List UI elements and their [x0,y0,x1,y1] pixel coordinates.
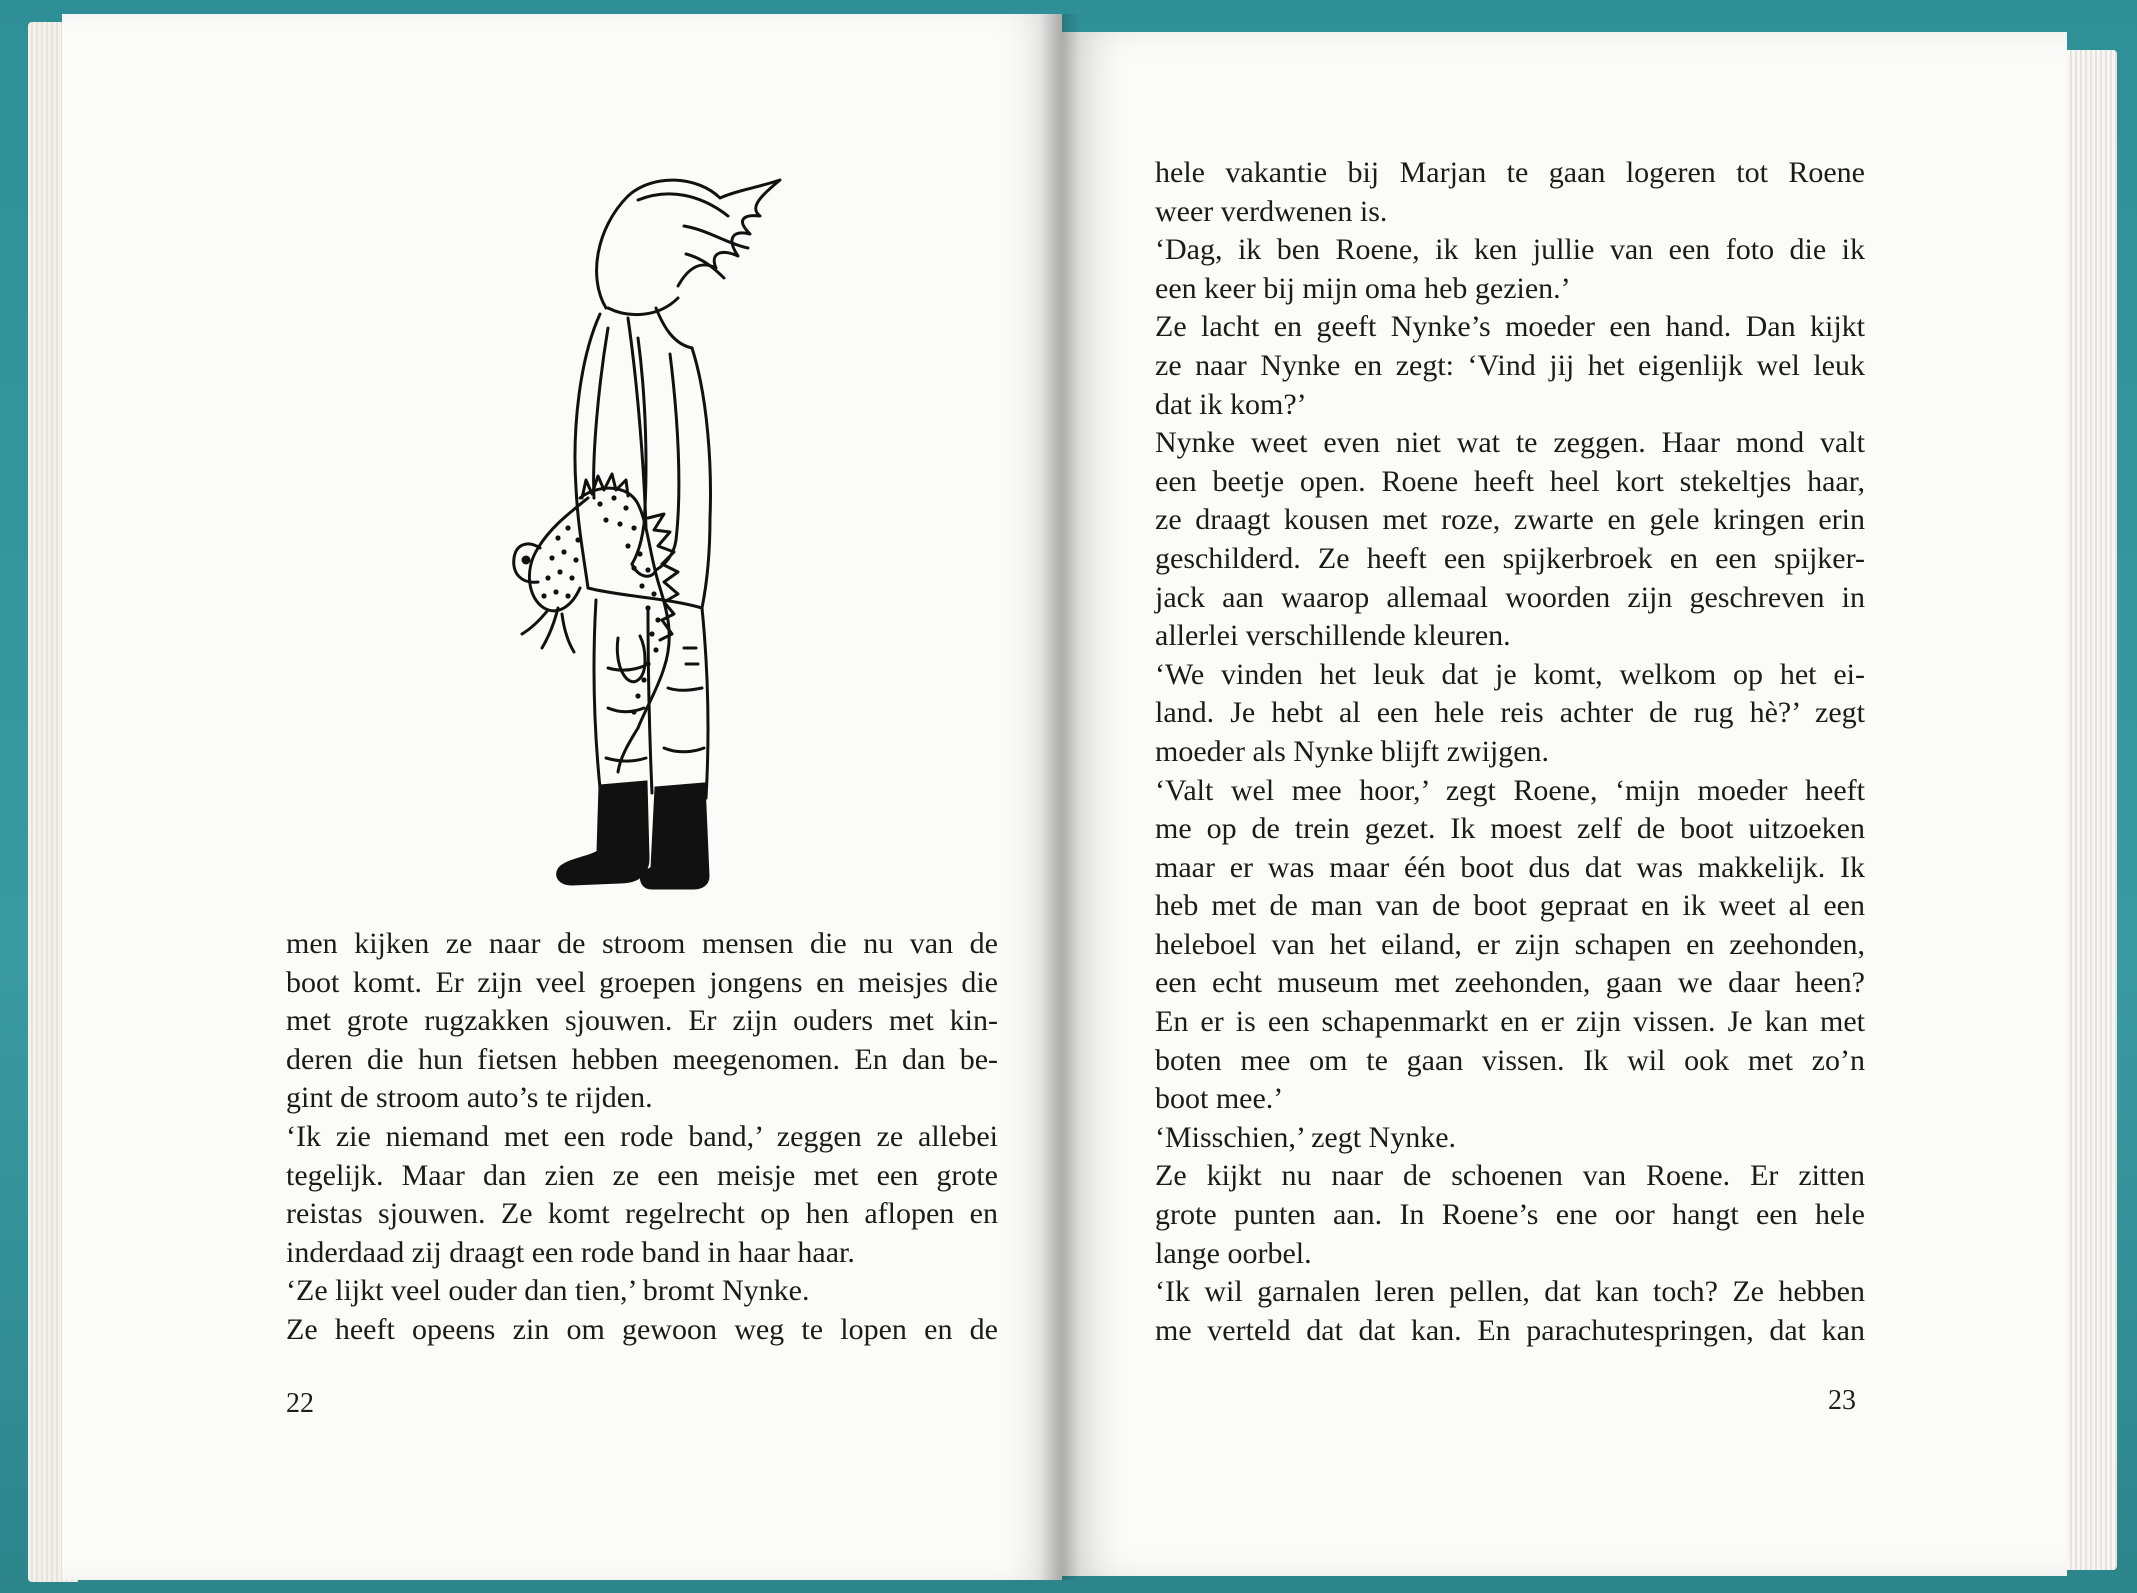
text-line: ‘Dag, ik ben Roene, ik ken jullie van een foto die ik [1155,233,1865,267]
text-line: een keer bij mijn oma heb gezien.’ [1155,271,1571,305]
text-line: Ze lacht en geeft Nynke’s moeder een hand. Dan kijkt [1155,310,1865,344]
page-number: 23 [1828,1385,1856,1416]
text-line: ‘We vinden het leuk dat je komt, welkom op het ei- [1155,657,1865,691]
text-line: boot mee.’ [1155,1082,1284,1116]
text-line: men kijken ze naar de stroom mensen die nu van de [286,927,998,960]
text-line: lange oorbel. [1155,1236,1312,1270]
text-line: ‘Ze lijkt veel ouder dan tien,’ bromt Nynke. [286,1274,810,1308]
book-gutter [1040,14,1080,1580]
text-line: Ze kijkt nu naar de schoenen van Roene. Er zitten [1155,1159,1865,1193]
text-line: ‘Valt wel mee hoor,’ zegt Roene, ‘mijn moeder heeft [1155,773,1865,807]
text-line: weer verdwenen is. [1155,194,1388,228]
text-line: ‘Ik zie niemand met een rode band,’ zeggen ze allebei [286,1119,998,1153]
text-line: een echt museum met zeehonden, gaan we daar heen? [1155,966,1865,1000]
text-line: deren die hun fietsen hebben meegenomen. En dan be- [286,1042,998,1076]
text-line: Nynke weet even niet wat te zeggen. Haar mond valt [1155,426,1865,460]
left-page-text [286,925,998,1350]
text-line: boot komt. Er zijn veel groepen jongens en meisjes die [286,965,998,999]
text-line: me op de trein gezet. Ik moest zelf de boot uitzoeken [1155,812,1865,846]
text-line: maar er was maar één boot dus dat was makkelijk. Ik [1155,850,1865,884]
text-line: reistas sjouwen. Ze komt regelrecht op hen aflopen en [286,1197,998,1231]
text-line: hele vakantie bij Marjan te gaan logeren tot Roene [1155,156,1865,189]
text-line: allerlei verschillende kleuren. [1155,619,1511,653]
text-line: inderdaad zij draagt een rode band in haar haar. [286,1235,855,1269]
text-line: grote punten aan. In Roene’s ene oor hangt een hele [1155,1198,1865,1232]
page-number: 22 [286,1388,314,1419]
text-line: gint de stroom auto’s te rijden. [286,1081,653,1115]
girl-with-dragon-illustration [488,168,788,906]
text-line: ze naar Nynke en zegt: ‘Vind jij het eigenlijk wel leuk [1155,348,1865,382]
text-line: En er is een schapenmarkt en er zijn vissen. Je kan met [1155,1005,1865,1039]
text-line: heb met de man van de boot gepraat en ik weet al een [1155,889,1865,923]
text-line: boten mee om te gaan vissen. Ik wil ook met zo’n [1155,1043,1865,1077]
text-line: ‘Misschien,’ zegt Nynke. [1155,1120,1457,1154]
text-line: tegelijk. Maar dan zien ze een meisje met een grote [286,1158,998,1192]
text-line: me verteld dat dat kan. En parachutespringen, dat kan [1155,1313,1865,1347]
text-line: dat ik kom?’ [1155,387,1307,421]
text-line: een beetje open. Roene heeft heel kort stekeltjes haar, [1155,464,1865,498]
right-page-text [1155,154,1865,1350]
text-line: Ze heeft opeens zin om gewoon weg te lopen en de [286,1312,998,1346]
text-line: ‘Ik wil garnalen leren pellen, dat kan toch? Ze hebben [1155,1275,1865,1309]
text-line: met grote rugzakken sjouwen. Er zijn ouders met kin- [286,1004,998,1038]
text-line: jack aan waarop allemaal woorden zijn geschreven in [1155,580,1865,614]
text-line: moeder als Nynke blijft zwijgen. [1155,734,1550,768]
text-line: ze draagt kousen met roze, zwarte en gele kringen erin [1155,503,1865,537]
text-line: land. Je hebt al een hele reis achter de rug hè?’ zegt [1155,696,1865,730]
text-line: geschilderd. Ze heeft een spijkerbroek en een spijker- [1155,541,1865,575]
text-line: heleboel van het eiland, er zijn schapen en zeehonden, [1155,927,1865,961]
